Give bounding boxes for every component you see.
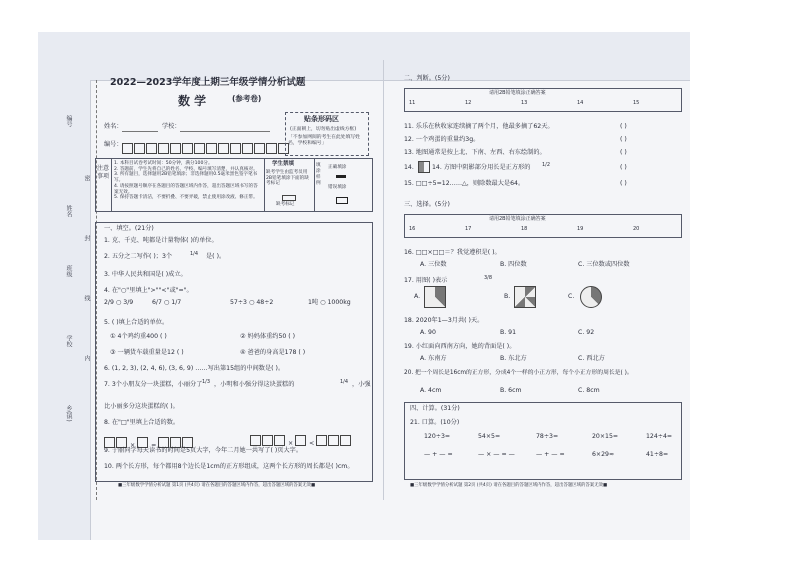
section-3-answer-box xyxy=(404,214,682,238)
question-17-figure-c xyxy=(580,286,602,308)
calc-1-2: 54×5= xyxy=(478,433,501,440)
question-13: 13. 地图通常是按上北、下南、左西、右东绘制的。 xyxy=(404,149,546,156)
barcode-title: 贴条形码区 xyxy=(304,115,339,123)
question-16-option-a: A. 三位数 xyxy=(420,261,447,268)
answer-num-17: 17 xyxy=(465,226,472,232)
question-4-fraction-2: 6/7 ○ 1/7 xyxy=(152,299,182,306)
answer-paren-13: ( ) xyxy=(620,149,627,156)
answer-num-19: 19 xyxy=(577,226,584,232)
question-3: 3. 中华人民共和国是( )成立。 xyxy=(104,271,187,278)
notice-divider xyxy=(111,159,112,211)
question-18-option-a: A. 90 xyxy=(420,329,436,336)
section-2-answer-header: 请用2B铅笔填涂正确答案 xyxy=(489,90,546,96)
section-2-title: 二、判断。(5分) xyxy=(404,75,450,82)
section-1-title: 一、填空。(21分) xyxy=(104,225,154,232)
calc-2-5: 41÷8= xyxy=(646,451,669,458)
question-4-fraction-1: 2/9 ○ 3/9 xyxy=(104,299,134,306)
question-5-item-4: ④ 爸爸的身高是178 ( ) xyxy=(240,349,306,356)
forbidden-divider xyxy=(264,159,265,211)
answer-num-20: 20 xyxy=(633,226,640,232)
calc-2-4: 6×29≈ xyxy=(592,451,615,458)
correct-fill-sample xyxy=(336,175,346,178)
binding-label-town: 乡(镇) xyxy=(65,405,72,422)
question-17: 17. 用图( )表示 xyxy=(404,277,448,284)
question-2a: 2. 五分之二写作( )；3个 xyxy=(104,253,173,260)
question-20-option-a: A. 4cm xyxy=(420,387,442,394)
calc-2-2: — × — = — xyxy=(478,451,515,458)
question-17-figure-a xyxy=(424,286,446,308)
question-14-prefix: 14. xyxy=(404,164,414,171)
fraction-q17: 3/8 xyxy=(484,275,493,281)
exam-subtitle: (参考卷) xyxy=(232,94,262,103)
wrong-fill-label: 错误填涂 xyxy=(328,185,347,190)
notice-box xyxy=(95,158,373,212)
notice-line: 3. 所有题目，选择题用2B铅笔填涂；非选择题用0.5毫米黑色签字笔书写。 xyxy=(114,172,258,184)
answer-num-18: 18 xyxy=(521,226,528,232)
answer-paren-11: ( ) xyxy=(620,123,627,130)
section-4-answer-area xyxy=(404,402,682,480)
absent-mark-label: 缺考标记 xyxy=(276,202,295,207)
absent-mark-box[interactable] xyxy=(282,195,296,201)
seal-char-3: 线 xyxy=(83,295,90,301)
question-18-option-c: C. 92 xyxy=(578,329,595,336)
notice-line: 4. 请按照题号顺序在各题目的答题区域内作答，超出答题区域书写的答案无效。 xyxy=(114,183,258,195)
sample-divider xyxy=(314,159,315,211)
notice-line: 1. 本科目试卷考试时间：50分钟，满分100分。 xyxy=(114,161,213,166)
question-7c: ，小强 xyxy=(352,381,371,388)
barcode-note-2: 「不参加网阅的考生在此处填写姓名，学校和编号」 xyxy=(288,135,360,146)
question-9: 9. 于丽同学每天读书的时间是5页大字，今年二月她一共写了( )页大字。 xyxy=(104,447,303,454)
question-12: 12. 一个鸡蛋的重量约3g。 xyxy=(404,136,480,143)
sample-label: 填涂样例 xyxy=(316,163,321,186)
question-5-item-1: ① 4个鸡约重400 ( ) xyxy=(110,333,167,340)
fraction-q14: 1/2 xyxy=(542,162,551,168)
question-20-option-c: C. 8cm xyxy=(578,387,600,394)
school-field[interactable] xyxy=(180,131,270,132)
forbidden-title: 学生禁填 xyxy=(272,161,295,167)
question-7b: ，小明和小强分得这块蛋糕的 xyxy=(214,381,295,388)
question-14-figure xyxy=(418,161,430,173)
question-17-option-a-label: A. xyxy=(414,293,421,300)
question-16-option-c: C. 三位数或四位数 xyxy=(578,261,630,268)
binding-margin xyxy=(60,85,80,495)
answer-num-11: 11 xyxy=(409,100,416,106)
question-17-figure-b xyxy=(514,286,536,308)
question-16-option-b: B. 四位数 xyxy=(500,261,527,268)
question-20-option-b: B. 6cm xyxy=(500,387,522,394)
school-label: 学校： xyxy=(162,123,181,130)
seal-char-4: 内 xyxy=(83,355,90,361)
section-3-title: 三、选择。(5分) xyxy=(404,201,450,208)
section-3-answer-header: 请用2B铅笔填涂正确答案 xyxy=(489,216,546,222)
exam-subject: 数 学 xyxy=(178,94,207,108)
question-1: 1. 克、千克、吨都是计量物体( )的单位。 xyxy=(104,237,218,244)
answer-num-16: 16 xyxy=(409,226,416,232)
calc-1-5: 124÷4= xyxy=(646,433,673,440)
question-2b: 是( )。 xyxy=(206,253,226,260)
section-4-title: 四、计算。(31分) xyxy=(410,405,460,412)
question-18-option-b: B. 91 xyxy=(500,329,517,336)
notice-label: 注意事项 xyxy=(97,165,110,180)
question-19-option-b: B. 东北方 xyxy=(500,355,527,362)
question-7a: 7. 3个小朋友分一块蛋糕，小丽分了 xyxy=(104,381,203,388)
answer-paren-14: ( ) xyxy=(620,164,627,171)
name-field[interactable] xyxy=(122,131,158,132)
question-16: 16. □□×□□＝？我觉遵积是( )。 xyxy=(404,249,501,256)
barcode-note-1: (正面朝上，切勿贴出虚线方框) xyxy=(290,127,357,132)
question-8-boxes-left[interactable]: × = xyxy=(104,432,194,451)
question-4-item-1: 57÷3 ○ 48÷2 xyxy=(230,299,274,306)
answer-num-14: 14 xyxy=(577,100,584,106)
notice-line: 5. 保持答题卡清洁，不要折叠、不要弄破，禁止使用涂改液、修正带。 xyxy=(114,195,258,201)
page-seam xyxy=(383,60,384,500)
calc-2-3: — + — = xyxy=(536,451,565,458)
question-21: 21. 口算。(10分) xyxy=(410,419,460,426)
name-label: 姓名： xyxy=(104,123,123,130)
question-19-option-a: A. 东南方 xyxy=(420,355,447,362)
binding-label-school: 学校 xyxy=(65,335,72,347)
calc-2-1: — + — = xyxy=(424,451,453,458)
question-4: 4. 在"○"里填上">""<"或"="。 xyxy=(104,287,193,294)
question-6: 6. (1, 2, 3), (2, 4, 6), (3, 6, 9) ……写出第15组的中间数是( )。 xyxy=(104,365,285,372)
exam-title: 2022—2023学年度上期三年级学情分析试题 xyxy=(110,77,306,88)
wrong-fill-sample xyxy=(336,197,348,204)
section-2-answer-box xyxy=(404,88,682,112)
question-19-option-c: C. 西北方 xyxy=(578,355,605,362)
question-20: 20. 把一个周长是16cm的正方形，分成4个一样的小正方形，每个小正方形的周长是( )。 xyxy=(404,370,633,376)
answer-num-12: 12 xyxy=(465,100,472,106)
seal-line-labels xyxy=(80,85,94,495)
question-17-option-c-label: C. xyxy=(568,293,575,300)
question-5: 5. ( )填上合适的单位。 xyxy=(104,319,169,326)
fraction-q2: 1/4 xyxy=(190,251,199,257)
footer-left: ■三年级数学学情分析试题 第1页 (共4页) 请在各题目的答题区域内作答，超出答题区域的答案无效■ xyxy=(118,483,316,488)
answer-paren-15: ( ) xyxy=(620,180,627,187)
question-15: 15. □□÷5=12……△，则除数最大是64。 xyxy=(404,180,525,187)
fraction-q7a: 1/3 xyxy=(202,379,211,385)
question-18: 18. 2020年1—3月共( )天。 xyxy=(404,317,484,324)
answer-paren-12: ( ) xyxy=(620,136,627,143)
question-7d: 比小丽多分这块蛋糕的( )。 xyxy=(104,403,179,410)
question-17-option-b-label: B. xyxy=(504,293,511,300)
calc-1-4: 20×15= xyxy=(592,433,619,440)
answer-num-13: 13 xyxy=(521,100,528,106)
barcode-area xyxy=(285,112,369,156)
correct-fill-label: 正确填涂 xyxy=(328,165,347,170)
fraction-q7b: 1/4 xyxy=(340,379,349,385)
question-11: 11. 乐乐在秋收家连续摘了两个月，他最多摘了62天。 xyxy=(404,123,554,130)
number-boxes[interactable] xyxy=(122,138,290,157)
question-4-item-2: 1吨 ○ 1000kg xyxy=(308,299,351,306)
answer-num-15: 15 xyxy=(633,100,640,106)
binding-label-class: 班级 xyxy=(65,265,72,277)
seal-char-2: 封 xyxy=(83,235,90,241)
number-label: 编号： xyxy=(104,141,123,148)
binding-label-name: 姓名 xyxy=(65,205,72,217)
question-8-boxes-right[interactable]: × < xyxy=(250,430,352,449)
footer-right: ■三年级数学学情分析试题 第2页 (共4页) 请在各题目的答题区域内作答，超出答题区域的答案无效■ xyxy=(410,483,608,488)
question-5-item-2: ② 妈妈体重约50 ( ) xyxy=(240,333,296,340)
notice-text xyxy=(114,161,262,201)
forbidden-text: 缺考学生由监考员用2B铅笔填涂下面的缺考标记 xyxy=(266,170,309,187)
binding-label-number: 编号 xyxy=(65,115,72,127)
question-10: 10. 两个长方形，每个都用8个边长是1cm的正方形组成，这两个长方形的周长都是( )cm。 xyxy=(104,463,354,470)
notice-line: 2. 答题前，学生先将自己的姓名、学校、编号填写清楚，并认真核对。 xyxy=(114,166,258,172)
seal-char-1: 密 xyxy=(83,175,90,181)
question-8: 8. 在"□"里填上合适的数。 xyxy=(104,419,180,426)
calc-1-1: 120÷3= xyxy=(424,433,451,440)
question-14: 14. 方图中阴影部分用长是正方形的 xyxy=(432,164,531,171)
question-19: 19. 小红面向西南方向，她的背面是( )。 xyxy=(404,343,516,350)
question-5-item-3: ③ 一辆货车载重量是12 ( ) xyxy=(110,349,184,356)
calc-1-3: 78÷3= xyxy=(536,433,559,440)
